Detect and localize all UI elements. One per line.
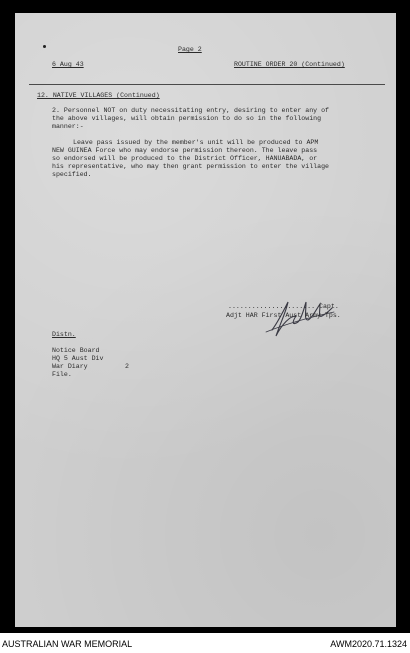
archive-footer bbox=[0, 633, 410, 653]
para-leave-line-5: specified. bbox=[52, 171, 92, 178]
para-leave-line-1: Leave pass issued by the member's unit will be produced to APM bbox=[73, 139, 319, 146]
signatory-title: Adjt HAR First Aust Army Tps. bbox=[226, 312, 341, 319]
distribution-copies: 2 bbox=[125, 363, 129, 370]
punch-mark bbox=[43, 45, 46, 48]
order-title: ROUTINE ORDER 20 (Continued) bbox=[234, 61, 345, 68]
para-leave-line-3: so endorsed will be produced to the District Officer, HANUABADA, or bbox=[52, 155, 318, 162]
section-heading: 12. NATIVE VILLAGES (Continued) bbox=[37, 92, 160, 99]
para-leave-line-4: his representative, who may then grant permission to enter the village bbox=[52, 163, 329, 170]
order-date: 6 Aug 43 bbox=[52, 61, 84, 68]
distribution-recipient: War Diary bbox=[52, 363, 88, 370]
distribution-recipient: File. bbox=[52, 371, 72, 378]
header-rule bbox=[29, 84, 385, 85]
distribution-recipient: HQ 5 Aust Div bbox=[52, 355, 104, 362]
para-2-line-3: manner:- bbox=[52, 123, 84, 130]
footer-reference: AWM2020.71.1324 bbox=[330, 639, 407, 649]
document-page bbox=[15, 13, 396, 627]
footer-institution: AUSTRALIAN WAR MEMORIAL bbox=[2, 639, 133, 649]
distribution-recipient: Notice Board bbox=[52, 347, 100, 354]
distribution-heading: Distn. bbox=[52, 331, 76, 338]
signature-line: ...................... Capt. bbox=[228, 303, 339, 310]
para-2-line-2: the above villages, will obtain permission to do so in the following bbox=[52, 115, 322, 122]
para-2-line-1: 2. Personnel NOT on duty necessitating entry, desiring to enter any of bbox=[52, 107, 329, 114]
signature-block bbox=[226, 294, 396, 344]
para-leave-line-2: NEW GUINEA Force who may endorse permission thereon. The leave pass bbox=[52, 147, 318, 154]
page-label: Page 2 bbox=[178, 46, 202, 53]
